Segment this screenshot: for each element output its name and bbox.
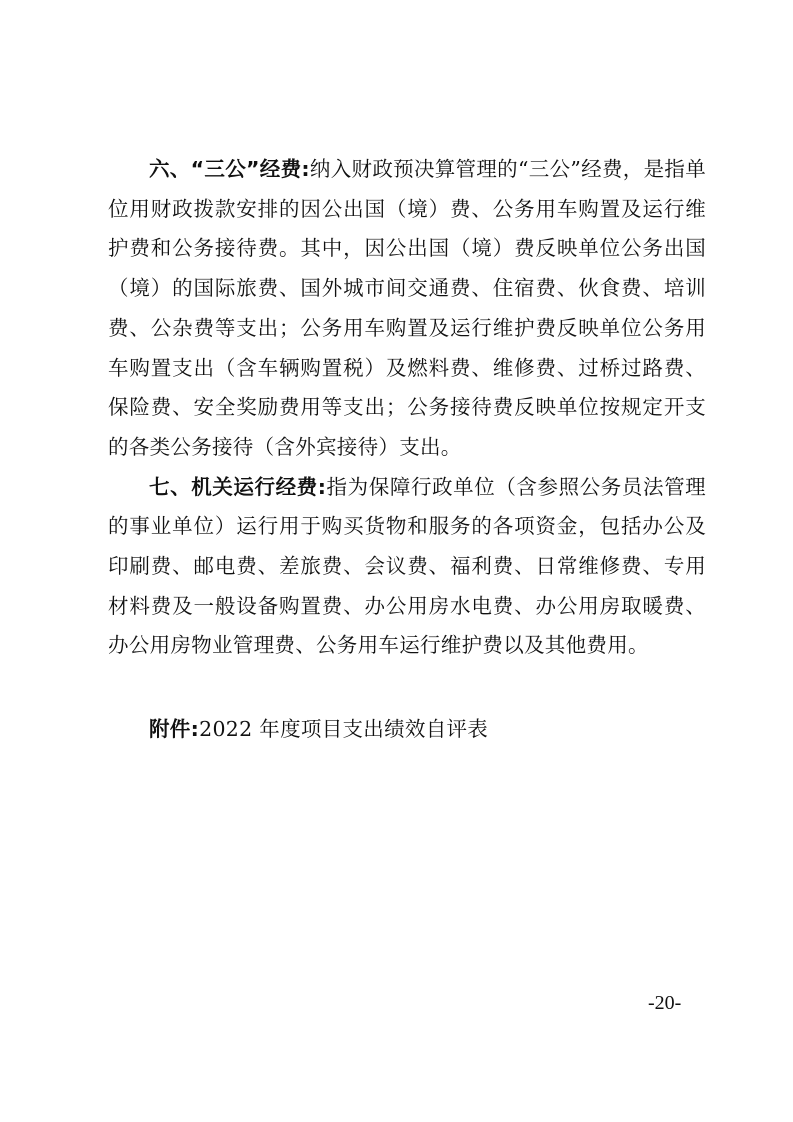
attachment-line	[149, 713, 488, 745]
section-seven-paragraph	[108, 468, 706, 667]
attachment-text: 2022 年度项目支出绩效自评表	[199, 717, 489, 741]
section-seven-heading: 七、机关运行经费:	[149, 474, 327, 499]
section-seven-text: 指为保障行政单位（含参照公务员法管理的事业单位）运行用于购买货物和服务的各项资金，包括办公及印刷费、邮电费、差旅费、会议费、福利费、日常维修费、专用材料费及一般设备购置费、办公用房水电费、办公用房取暖费、办公用房物业管理费、公务用车运行维护费以及其他费用。	[108, 474, 706, 658]
attachment-label: 附件:	[149, 717, 200, 741]
section-six-text: 纳入财政预决算管理的“三公”经费，是指单位用财政拨款安排的因公出国（境）费、公务用车购置及运行维护费和公务接待费。其中，因公出国（境）费反映单位公务出国（境）的国际旅费、国外城市间交通费、住宿费、伙食费、培训费、公杂费等支出；公务用车购置及运行维护费反映单位公务用车购置支出（含车辆购置税）及燃料费、维修费、过桥过路费、保险费、安全奖励费用等支出；公务接待费反映单位按规定开支的各类公务接待（含外宾接待）支出。	[108, 157, 706, 459]
document-body	[108, 150, 706, 666]
page-number: -20-	[648, 992, 682, 1014]
section-six-paragraph	[108, 150, 706, 468]
section-six-heading: 六、“三公”经费:	[149, 157, 310, 181]
